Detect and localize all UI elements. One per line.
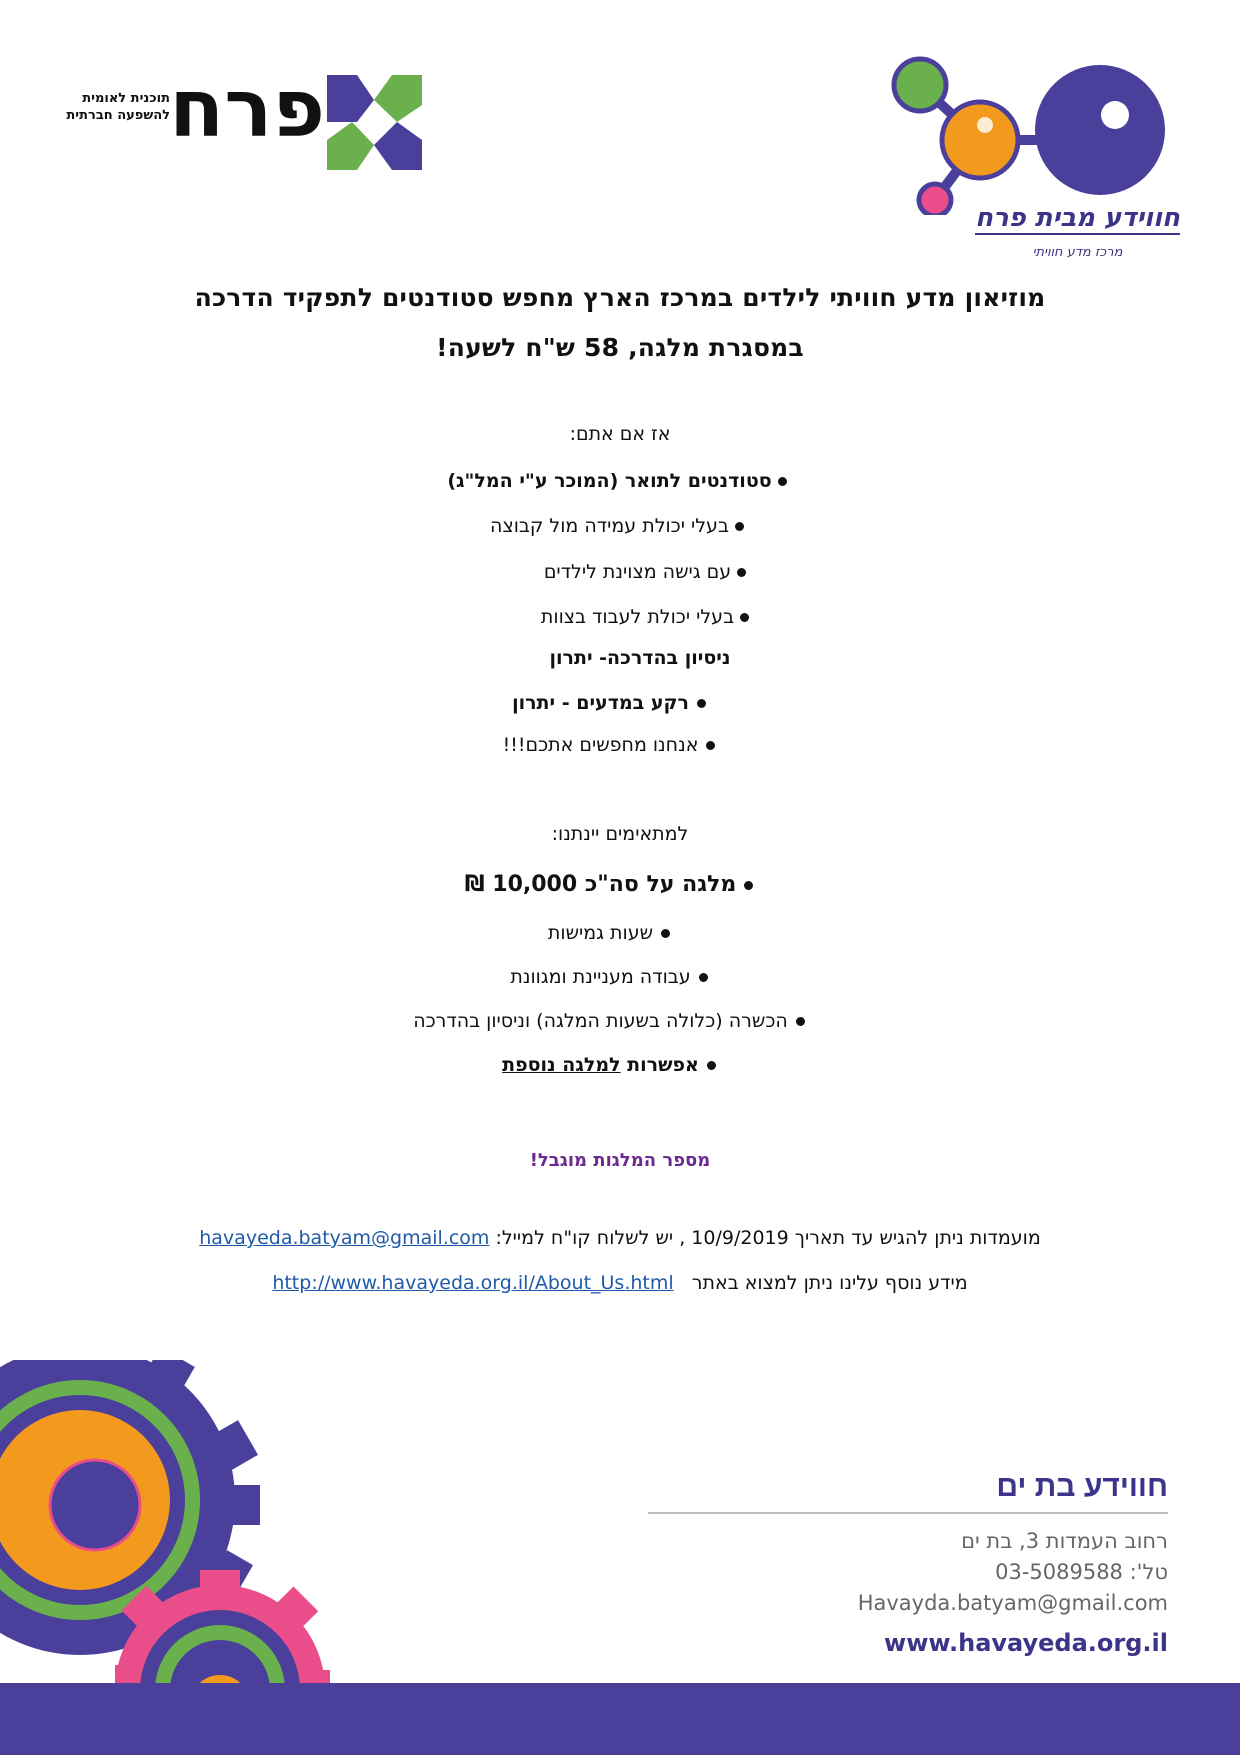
requirement-item: בעלי יכולת לעבוד בצוות (0, 606, 1240, 628)
bullet-icon (796, 1017, 805, 1026)
perach-x-icon (322, 70, 427, 175)
offer-intro: למתאימים יינתנו: (551, 823, 689, 845)
havayeda-logo-subtitle: מרכז מדע חוויתי (1032, 245, 1123, 260)
offer-item: מלגה על סה"כ 10,000 ₪ (0, 872, 1240, 897)
deadline-line (0, 1227, 1240, 1249)
info-text: מידע נוסף עלינו ניתן למצוא באתר (691, 1272, 968, 1294)
requirement-item: רקע במדעים - יתרון (0, 692, 1240, 714)
footer-bar (0, 1683, 1240, 1755)
bullet-icon (661, 929, 670, 938)
limited-notice: מספר המלגות מוגבל! (529, 1150, 711, 1171)
footer-email[interactable]: Havayda.batyam@gmail.com (857, 1591, 1168, 1615)
requirement-item: ניסיון בהדרכה- יתרון (549, 647, 731, 669)
deadline-text: מועמדות ניתן להגיש עד תאריך 10/9/2019 , יש לשלוח קו"ח למייל: (495, 1227, 1041, 1249)
offer-item: אפשרות למלגה נוספת (0, 1054, 1240, 1076)
bullet-icon (697, 699, 706, 708)
offer-item: שעות גמישות (0, 922, 1240, 944)
offer-item: הכשרה (כלולה בשעות המלגה) וניסיון בהדרכה (0, 1010, 1240, 1032)
perach-logo (60, 62, 430, 180)
bullet-icon (778, 477, 787, 486)
footer-brand-name: חווידע בת ים (648, 1470, 1168, 1514)
requirement-item: עם גישה מצוינת לילדים (0, 561, 1240, 583)
footer-contact-block (648, 1470, 1168, 1657)
bullet-icon (740, 613, 749, 622)
offer-item: עבודה מעניינת ומגוונת (0, 966, 1240, 988)
requirements-intro: אז אם אתם: (569, 423, 671, 445)
headline-line-2: במסגרת מלגה, 58 ש"ח לשעה! (436, 333, 804, 362)
perach-wordmark: פרח (169, 62, 325, 155)
bullet-icon (707, 1061, 716, 1070)
molecule-icon (890, 55, 1180, 215)
bullet-icon (735, 522, 744, 531)
email-link[interactable]: havayeda.batyam@gmail.com (199, 1227, 490, 1249)
bullet-icon (706, 741, 715, 750)
bullet-icon (699, 973, 708, 982)
bullet-icon (744, 881, 753, 890)
perach-tagline-1: תוכנית לאומית (82, 91, 170, 106)
havayeda-logo-name: חווידע מבית פרח (975, 203, 1180, 233)
bullet-icon (737, 568, 746, 577)
havayeda-logo (890, 55, 1180, 275)
website-link[interactable]: http://www.havayeda.org.il/About_Us.html (272, 1272, 674, 1294)
footer-website[interactable]: www.havayeda.org.il (884, 1629, 1168, 1657)
requirement-item: סטודנטים לתואר (המוכר ע"י המל"ג) (0, 470, 1240, 492)
perach-tagline-2: להשפעה חברתית (66, 108, 170, 123)
requirement-item: בעלי יכולת עמידה מול קבוצה (0, 515, 1240, 537)
requirement-item: אנחנו מחפשים אתכם!!! (0, 734, 1240, 756)
extra-scholarship-text: למלגה נוספת (502, 1054, 621, 1076)
headline-line-1: מוזיאון מדע חוויתי לילדים במרכז הארץ מחפש סטודנטים לתפקיד הדרכה (194, 283, 1046, 312)
info-line (0, 1272, 1240, 1294)
footer-phone: טל': 03-5089588 (995, 1560, 1168, 1584)
footer-address: רחוב העמדות 3, בת ים (961, 1529, 1168, 1553)
